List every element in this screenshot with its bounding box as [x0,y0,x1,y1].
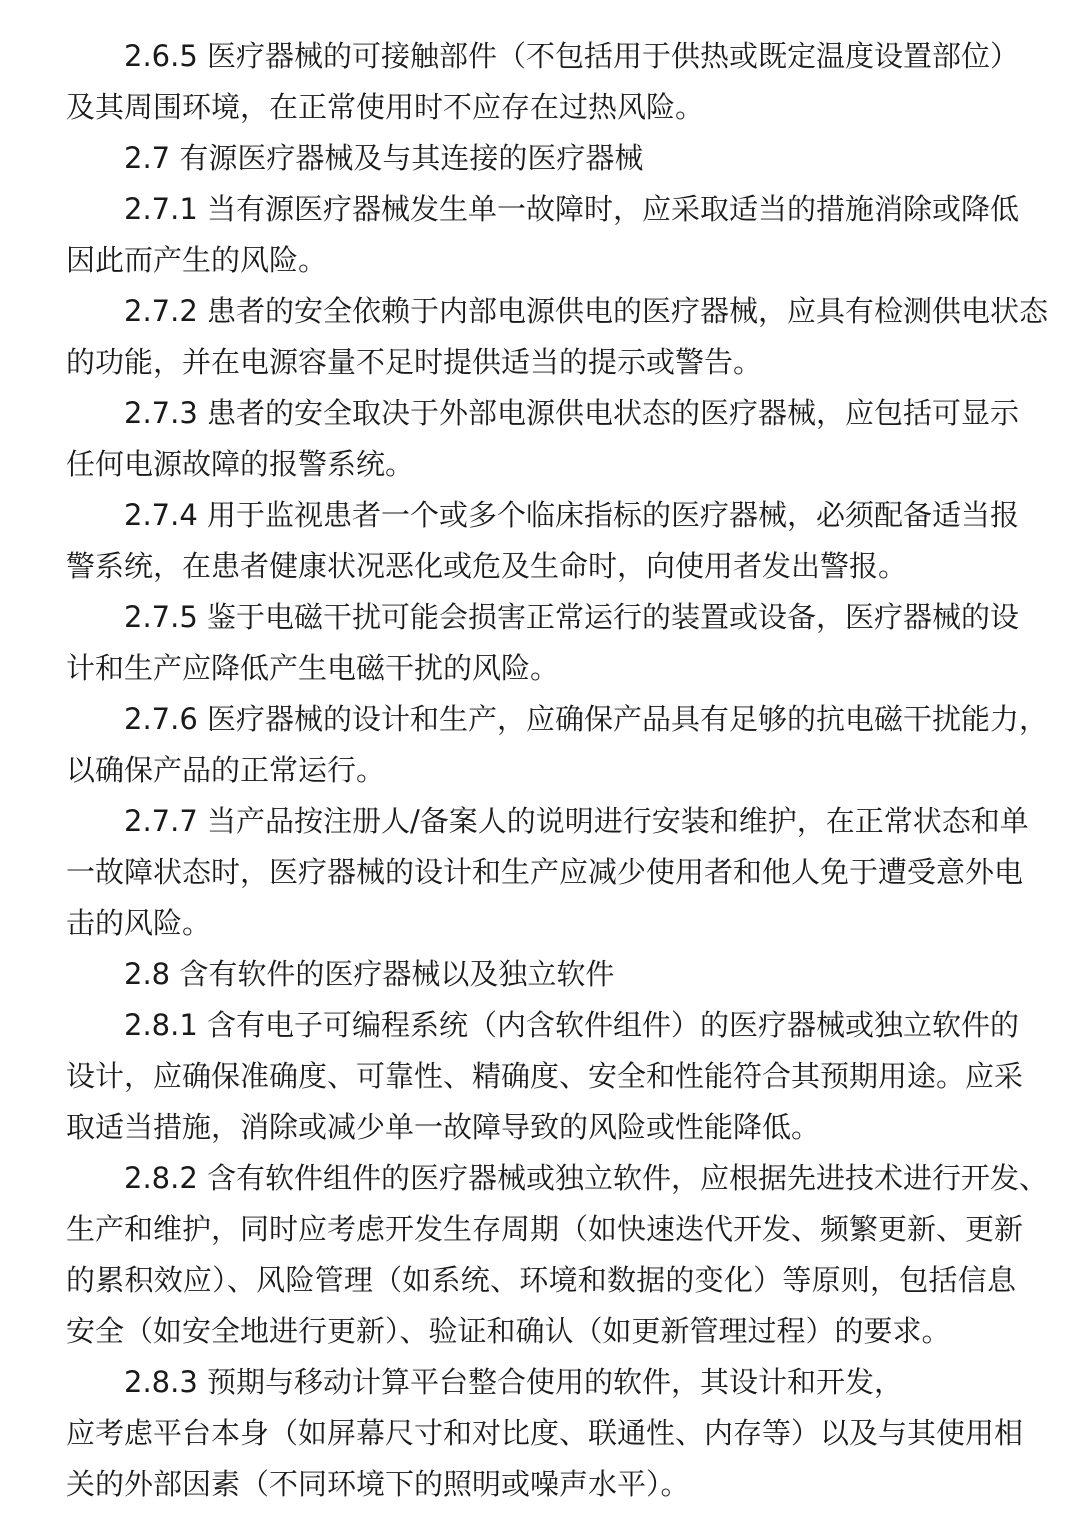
text-line-2-8-3: 2.8.3 预期与移动计算平台整合使用的软件，其设计和开发， [124,1365,904,1399]
text-line-continued: 任何电源故障的报警系统。 [66,447,415,481]
section-heading-2-8: 2.8 含有软件的医疗器械以及独立软件 [124,957,615,991]
text-line-continued: 生产和维护，同时应考虑开发生存周期（如快速迭代开发、频繁更新、更新 [66,1212,1024,1246]
text-line-continued: 击的风险。 [66,906,212,940]
text-line-continued: 的累积效应）、风险管理（如系统、环境和数据的变化）等原则，包括信息 [66,1263,1016,1297]
text-line-continued: 计和生产应降低产生电磁干扰的风险。 [66,651,560,685]
section-heading-2-7: 2.7 有源医疗器械及与其连接的医疗器械 [124,141,644,175]
text-line-2-7-3: 2.7.3 患者的安全取决于外部电源供电状态的医疗器械，应包括可显示 [124,396,1020,430]
text-line-2-8-1: 2.8.1 含有电子可编程系统（内含软件组件）的医疗器械或独立软件的 [124,1008,1020,1042]
text-line-2-7-4: 2.7.4 用于监视患者一个或多个临床指标的医疗器械，必须配备适当报 [124,498,1020,532]
text-line-2-7-7: 2.7.7 当产品按注册人/备案人的说明进行安装和维护，在正常状态和单 [124,804,1029,838]
text-line-continued: 因此而产生的风险。 [66,243,328,277]
text-line-continued: 警系统，在患者健康状况恶化或危及生命时，向使用者发出警报。 [66,549,908,583]
text-line-continued: 设计，应确保准确度、可靠性、精确度、安全和性能符合其预期用途。应采 [66,1059,1024,1093]
text-line-continued: 应考虑平台本身（如屏幕尺寸和对比度、联通性、内存等）以及与其使用相 [66,1416,1024,1450]
text-line-continued: 以确保产品的正常运行。 [66,753,386,787]
text-line-continued: 一故障状态时，医疗器械的设计和生产应减少使用者和他人免于遭受意外电 [66,855,1024,889]
text-line-2-7-1: 2.7.1 当有源医疗器械发生单一故障时，应采取适当的措施消除或降低 [124,192,1020,226]
text-line-2-6-5: 2.6.5 医疗器械的可接触部件（不包括用于供热或既定温度设置部位） [124,39,1020,73]
text-line-2-7-2: 2.7.2 患者的安全依赖于内部电源供电的医疗器械，应具有检测供电状态 [124,294,1049,328]
text-line-2-7-6: 2.7.6 医疗器械的设计和生产，应确保产品具有足够的抗电磁干扰能力， [124,702,1049,736]
text-line-continued: 及其周围环境，在正常使用时不应存在过热风险。 [66,90,705,124]
text-line-continued: 的功能，并在电源容量不足时提供适当的提示或警告。 [66,345,763,379]
text-line-continued: 关的外部因素（不同环境下的照明或噪声水平）。 [66,1467,690,1501]
text-line-continued: 取适当措施，消除或减少单一故障导致的风险或性能降低。 [66,1110,821,1144]
text-line-2-8-2: 2.8.2 含有软件组件的医疗器械或独立软件，应根据先进技术进行开发、 [124,1161,1049,1195]
text-line-continued: 安全（如安全地进行更新）、验证和确认（如更新管理过程）的要求。 [66,1314,951,1348]
text-line-2-7-5: 2.7.5 鉴于电磁干扰可能会损害正常运行的装置或设备，医疗器械的设 [124,600,1020,634]
